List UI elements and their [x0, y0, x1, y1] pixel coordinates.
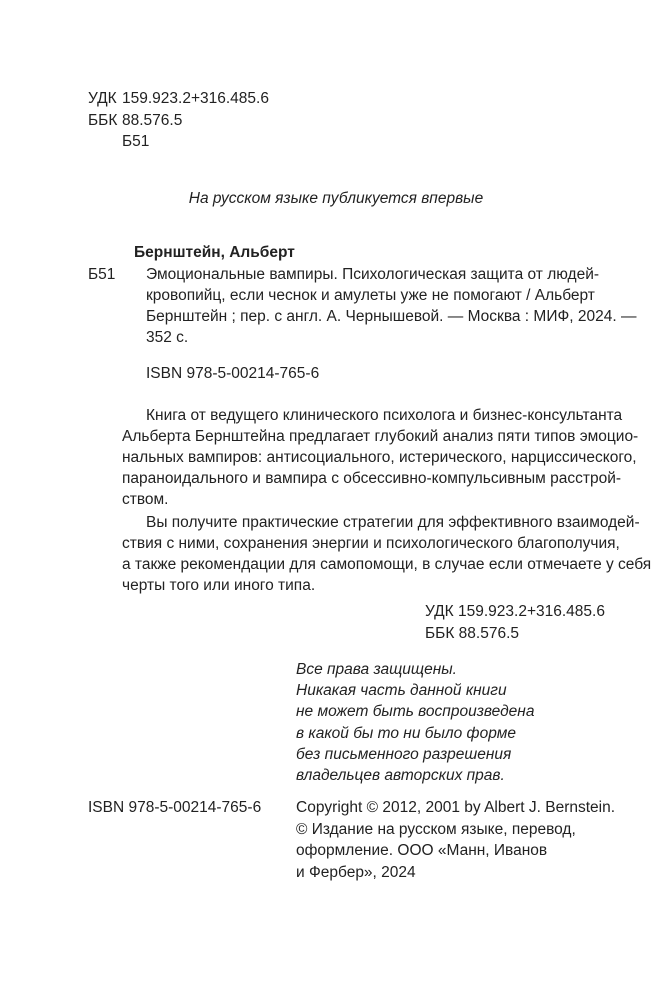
rights-line: владельцев авторских прав.	[296, 766, 505, 784]
rights-line: в какой бы то ни было форме	[296, 724, 516, 742]
annotation-line: Вы получите практические стратегии для эффективного взаимодей-	[146, 514, 640, 531]
footer-isbn: ISBN 978-5-00214-765-6	[88, 799, 262, 816]
annotation-line: нальных вампиров: антисоциального, истерического, нарциссического,	[122, 449, 637, 466]
classification-block	[88, 88, 269, 153]
annotation-line: черты того или иного типа.	[122, 577, 316, 594]
annotation-line: параноидального и вампира с обсессивно-компульсивным расстрой-	[122, 470, 622, 487]
catalog-description-line: 352 с.	[146, 329, 189, 346]
rights-line: Все права защищены.	[296, 661, 457, 678]
catalog-description	[146, 264, 637, 348]
catalog-description-line: Бернштейн ; пер. с англ. А. Чернышевой. — Москва : МИФ, 2024. —	[146, 308, 637, 325]
annotation-line: Книга от ведущего клинического психолога и бизнес-консультанта	[146, 407, 623, 424]
copyright-notice	[296, 797, 615, 883]
udk-label: УДК	[88, 90, 117, 107]
copyright-line: Copyright © 2012, 2001 by Albert J. Bernstein.	[296, 799, 616, 816]
udk-row	[88, 88, 269, 110]
udk-value: 159.923.2+316.485.6	[122, 90, 269, 107]
annotation-line: а также рекомендации для самопомощи, в случае если отмечаете у себя	[122, 556, 652, 573]
catalog-isbn: ISBN 978-5-00214-765-6	[146, 365, 320, 382]
catalog-author: Бернштейн, Альберт	[134, 244, 295, 261]
bbk-value: 88.576.5	[122, 111, 183, 129]
rights-line: не может быть воспроизведена	[296, 703, 535, 721]
rights-line: Никакая часть данной книги	[296, 682, 507, 700]
rights-line: без письменного разрешения	[296, 745, 512, 763]
annotation-paragraph-2	[122, 512, 652, 596]
annotation-line: Альберта Бернштейна предлагает глубокий анализ пяти типов эмоцио-	[122, 428, 639, 445]
catalog-description-line: кровопийц, если чеснок и амулеты уже не помогают / Альберт	[146, 287, 595, 304]
bbk-row	[88, 110, 269, 132]
bottom-udk: УДК 159.923.2+316.485.6	[425, 603, 605, 620]
copyright-line: оформление. ООО «Манн, Иванов	[296, 842, 548, 859]
annotation-line: ством.	[122, 491, 169, 508]
author-mark-row	[88, 131, 269, 153]
annotation	[122, 405, 652, 598]
copyright-line: © Издание на русском языке, перевод,	[296, 820, 576, 838]
rights-notice	[296, 659, 534, 786]
bbk-label: ББК	[88, 111, 118, 129]
bottom-bbk: ББК 88.576.5	[425, 625, 520, 642]
copyright-line: и Фербер», 2024	[296, 863, 416, 881]
catalog-author-mark: Б51	[88, 266, 116, 283]
annotation-paragraph-1	[122, 405, 639, 510]
annotation-line: ствия с ними, сохранения энергии и психологического благополучия,	[122, 535, 620, 552]
author-mark: Б51	[122, 133, 150, 150]
first-publication-note: На русском языке публикуется впервые	[188, 190, 484, 207]
catalog-description-line: Эмоциональные вампиры. Психологическая защита от людей-	[146, 266, 600, 283]
bottom-classification	[425, 601, 605, 645]
